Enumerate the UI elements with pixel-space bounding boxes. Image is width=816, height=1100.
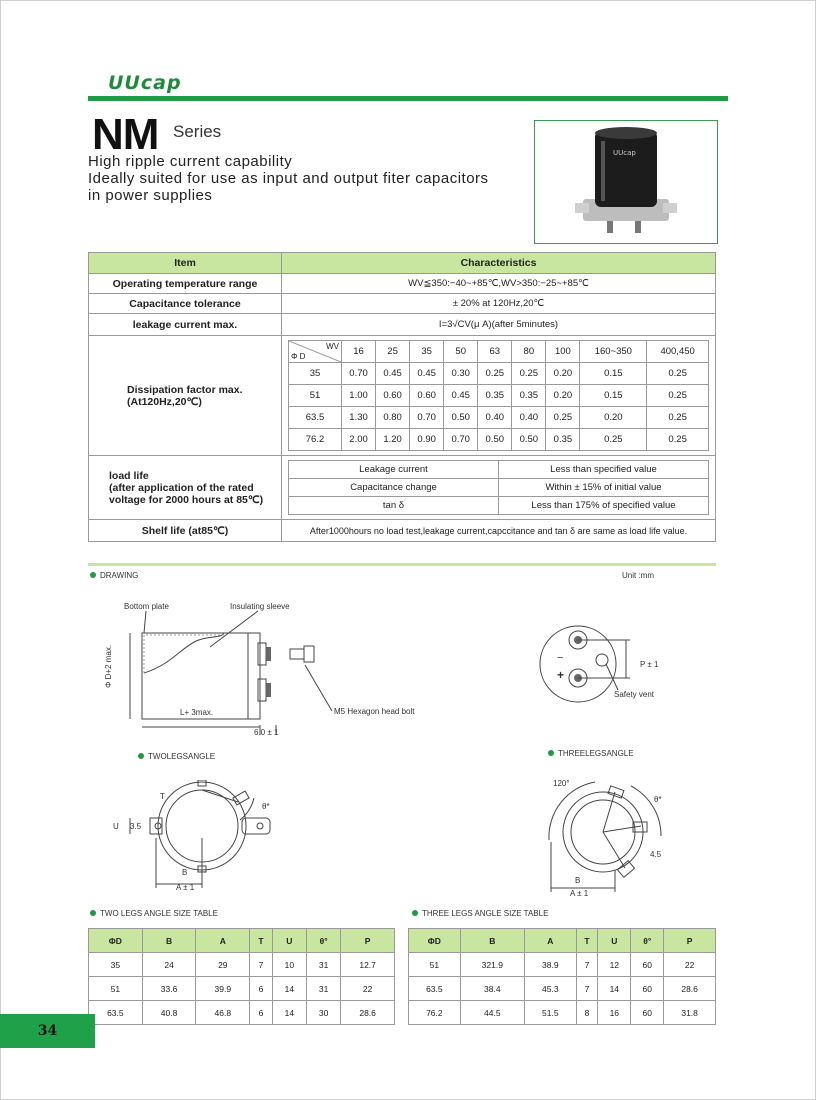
side-view-drawing: [100, 595, 460, 740]
cell: 51: [89, 977, 143, 1001]
cell: 12.7: [341, 953, 395, 977]
table-header: ΦD: [89, 929, 143, 953]
a13-label: A ± 1: [570, 889, 589, 898]
t-label: T: [160, 792, 165, 801]
cell: 51: [409, 953, 461, 977]
cell: 14: [598, 977, 631, 1001]
cell: 38.4: [460, 977, 524, 1001]
table-row: [409, 953, 716, 977]
df-cell: 1.30: [342, 407, 376, 429]
table-row: [409, 977, 716, 1001]
spec-item: leakage current max.: [89, 314, 282, 336]
cell: 31: [306, 953, 340, 977]
df-voltage: 50: [444, 341, 478, 363]
cell: 14: [272, 1001, 306, 1025]
brand-logo: UUcap: [108, 72, 182, 94]
drawing-title: DRAWING: [100, 571, 139, 580]
length-max-label: L+ 3max.: [180, 708, 214, 717]
cell: 39.9: [196, 977, 250, 1001]
spec-item: Operating temperature range: [89, 274, 282, 294]
df-cell: 0.30: [444, 363, 478, 385]
d45-label: 4.5: [650, 850, 662, 859]
three-table-title: THREE LEGS ANGLE SIZE TABLE: [422, 909, 549, 918]
cell: 24: [142, 953, 196, 977]
df-cell: 0.25: [647, 363, 709, 385]
cell: 14: [272, 977, 306, 1001]
description-line-3: in power supplies: [88, 187, 213, 204]
cell: 7: [576, 977, 598, 1001]
df-cell: 0.45: [410, 363, 444, 385]
cell: 33.6: [142, 977, 196, 1001]
three-legs-title: THREELEGSANGLE: [558, 749, 634, 758]
minus-sign: −: [557, 652, 564, 664]
cell: 60: [631, 977, 664, 1001]
cell: 16: [598, 1001, 631, 1025]
df-diameter: 63.5: [289, 407, 342, 429]
load-value: Less than 175% of specified value: [499, 497, 709, 515]
table-header: U: [272, 929, 306, 953]
cell: 44.5: [460, 1001, 524, 1025]
insulating-sleeve-label: Insulating sleeve: [230, 602, 290, 611]
spec-head-item: Item: [89, 253, 282, 274]
cell: 30: [306, 1001, 340, 1025]
cell: 7: [250, 953, 273, 977]
two-table-title: TWO LEGS ANGLE SIZE TABLE: [100, 909, 218, 918]
load-label-1: load life: [109, 469, 149, 482]
product-photo: [534, 120, 718, 244]
table-header: U: [598, 929, 631, 953]
df-diameter: 35: [289, 363, 342, 385]
df-cell: 0.80: [376, 407, 410, 429]
shelf-label: Shelf life (at85℃): [89, 520, 282, 542]
df-cell: 0.50: [478, 429, 512, 451]
df-voltage: 80: [512, 341, 546, 363]
df-cell: 0.20: [580, 407, 647, 429]
df-voltage: 35: [410, 341, 444, 363]
df-cell: 0.40: [512, 407, 546, 429]
df-cell: 0.25: [647, 429, 709, 451]
df-cell: 0.25: [647, 407, 709, 429]
bullet-icon: [90, 572, 96, 578]
load-key: tan δ: [289, 497, 499, 515]
df-cell: 0.20: [546, 363, 580, 385]
df-cell: 0.15: [580, 385, 647, 407]
b3-label: B: [575, 876, 581, 885]
table-header: ΦD: [409, 929, 461, 953]
df-voltage: 63: [478, 341, 512, 363]
spec-value: WV≦350:−40~+85℃,WV>350:−25~+85℃: [282, 274, 716, 294]
two-legs-title: TWOLEGSANGLE: [148, 752, 216, 761]
df-cell: 0.60: [376, 385, 410, 407]
table-header: T: [250, 929, 273, 953]
spec-value: I=3√CV(μ A)(after 5minutes): [282, 314, 716, 336]
bottom-plate-label: Bottom plate: [124, 602, 169, 611]
load-key: Capacitance change: [289, 479, 499, 497]
table-row: [89, 977, 395, 1001]
df-cell: 0.25: [546, 407, 580, 429]
df-cell: 0.20: [546, 385, 580, 407]
cell: 76.2: [409, 1001, 461, 1025]
header-rule: [88, 96, 728, 101]
deg120-label: 120°: [553, 779, 570, 788]
cell: 51.5: [524, 1001, 576, 1025]
df-diameter: 51: [289, 385, 342, 407]
table-header: B: [460, 929, 524, 953]
bullet-icon: [90, 910, 96, 916]
df-voltage: 400,450: [647, 341, 709, 363]
df-cell: 0.25: [580, 429, 647, 451]
df-cell: 0.60: [410, 385, 444, 407]
cell: 10: [272, 953, 306, 977]
description-line-1: High ripple current capability: [88, 153, 293, 170]
spec-table: [88, 252, 716, 542]
df-voltage: 16: [342, 341, 376, 363]
df-cell: 0.25: [478, 363, 512, 385]
cell: 35: [89, 953, 143, 977]
series-word: Series: [173, 122, 222, 141]
table-header: P: [341, 929, 395, 953]
table-row: [89, 1001, 395, 1025]
b-label: B: [182, 868, 188, 877]
cell: 63.5: [409, 977, 461, 1001]
cell: 6: [250, 1001, 273, 1025]
cell: 31.8: [664, 1001, 716, 1025]
load-label-2: (after application of the rated: [109, 481, 254, 494]
two-legs-table: [88, 928, 395, 1025]
df-cell: 0.70: [410, 407, 444, 429]
cell: 321.9: [460, 953, 524, 977]
cell: 22: [664, 953, 716, 977]
theta-label: θ*: [262, 802, 270, 811]
bolt-label: M5 Hexagon head bolt: [334, 707, 415, 716]
table-header: B: [142, 929, 196, 953]
cell: 12: [598, 953, 631, 977]
table-header: T: [576, 929, 598, 953]
cell: 46.8: [196, 1001, 250, 1025]
df-diameter: 76.2: [289, 429, 342, 451]
u35-label: 3.5: [130, 822, 142, 831]
cell: 22: [341, 977, 395, 1001]
cell: 63.5: [89, 1001, 143, 1025]
diameter-max-label: Φ D+2 max.: [104, 644, 113, 688]
u-label: U: [113, 822, 119, 831]
load-value: Within ± 15% of initial value: [499, 479, 709, 497]
p-label: P ± 1: [640, 660, 659, 669]
df-cell: 0.35: [512, 385, 546, 407]
df-label-2: (At120Hz,20℃): [127, 395, 202, 408]
cell: 8: [576, 1001, 598, 1025]
cell: 28.6: [341, 1001, 395, 1025]
page-number: 34: [0, 1014, 95, 1048]
series-code: NM: [92, 110, 159, 159]
cell: 6: [250, 977, 273, 1001]
df-cell: 0.45: [444, 385, 478, 407]
svg-text:UUcap: UUcap: [613, 149, 636, 157]
df-cell: 0.70: [342, 363, 376, 385]
df-voltage: 160~350: [580, 341, 647, 363]
load-label-3: voltage for 2000 hours at 85℃): [109, 493, 264, 506]
cell: 45.3: [524, 977, 576, 1001]
df-cell: 0.45: [376, 363, 410, 385]
df-cell: 0.15: [580, 363, 647, 385]
load-value: Less than specified value: [499, 461, 709, 479]
table-header: θ°: [631, 929, 664, 953]
load-key: Leakage current: [289, 461, 499, 479]
unit-label: Unit :mm: [622, 571, 654, 580]
table-header: A: [524, 929, 576, 953]
lead-label: 6.0 ± 1: [254, 728, 279, 737]
df-voltage: 25: [376, 341, 410, 363]
df-wv: WV: [326, 342, 339, 351]
a1-label: A ± 1: [176, 883, 195, 892]
bullet-icon: [548, 750, 554, 756]
df-voltage: 100: [546, 341, 580, 363]
df-cell: 0.40: [478, 407, 512, 429]
df-cell: 1.00: [342, 385, 376, 407]
df-cell: 0.25: [512, 363, 546, 385]
df-cell: 0.35: [478, 385, 512, 407]
description-line-2: Ideally suited for use as input and output fiter capacitors: [88, 170, 489, 187]
spec-head-characteristics: Characteristics: [282, 253, 716, 274]
df-cell: 0.35: [546, 429, 580, 451]
df-cell: 0.50: [444, 407, 478, 429]
df-cell: 0.50: [512, 429, 546, 451]
plus-sign: +: [557, 668, 565, 682]
cell: 40.8: [142, 1001, 196, 1025]
table-row: [409, 1001, 716, 1025]
cell: 60: [631, 953, 664, 977]
df-d: Φ D: [291, 352, 306, 361]
three-legs-table: [408, 928, 716, 1025]
section-separator: [88, 563, 716, 566]
bullet-icon: [138, 753, 144, 759]
dissipation-table: [288, 340, 709, 451]
df-cell: 0.25: [647, 385, 709, 407]
cell: 60: [631, 1001, 664, 1025]
table-row: [89, 953, 395, 977]
table-header: A: [196, 929, 250, 953]
shelf-value: After1000hours no load test,leakage current,capccitance and tan δ are same as load life value.: [282, 520, 716, 542]
cell: 7: [576, 953, 598, 977]
df-cell: 1.20: [376, 429, 410, 451]
bullet-icon: [412, 910, 418, 916]
df-cell: 0.70: [444, 429, 478, 451]
cell: 29: [196, 953, 250, 977]
cell: 28.6: [664, 977, 716, 1001]
theta3-label: θ*: [654, 795, 662, 804]
spec-item: Capacitance tolerance: [89, 294, 282, 314]
df-cell: 0.90: [410, 429, 444, 451]
load-life-table: [288, 460, 709, 515]
df-label-1: Dissipation factor max.: [127, 383, 243, 396]
table-header: P: [664, 929, 716, 953]
df-cell: 2.00: [342, 429, 376, 451]
two-legs-drawing: [120, 780, 290, 895]
table-header: θ°: [306, 929, 340, 953]
spec-value: ± 20% at 120Hz,20℃: [282, 294, 716, 314]
cell: 31: [306, 977, 340, 1001]
safety-vent-label: Safety vent: [614, 690, 655, 699]
cell: 38.9: [524, 953, 576, 977]
